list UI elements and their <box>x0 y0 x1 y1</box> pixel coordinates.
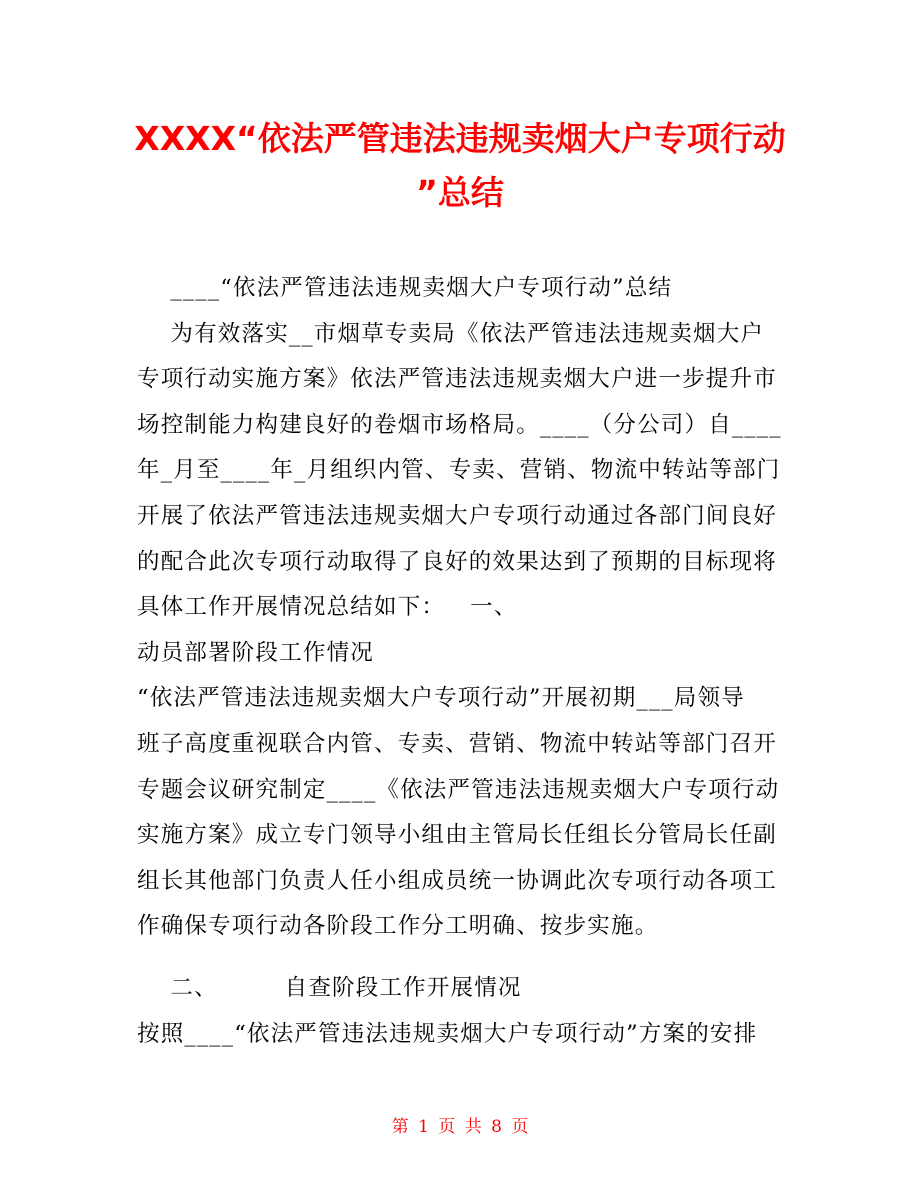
body-line: 年_月至____年_月组织内管、专卖、营销、物流中转站等部门 <box>137 457 781 484</box>
body-line: 的配合此次专项行动取得了良好的效果达到了预期的目标现将 <box>137 548 777 575</box>
document-title <box>120 112 800 220</box>
section-heading: 动员部署阶段工作情况 <box>137 639 375 666</box>
title-line-2: ”总结 <box>416 173 504 212</box>
body-line: 为有效落实__市烟草专卖局《依法严管违法违规卖烟大户 <box>137 320 765 347</box>
paragraph-gap <box>137 950 787 966</box>
body-line: 作确保专项行动各阶段工作分工明确、按步实施。 <box>137 913 659 940</box>
document-body <box>137 266 787 1057</box>
body-line: 专项行动实施方案》依法严管违法违规卖烟大户进一步提升市 <box>137 366 777 393</box>
subtitle-line: ____“依法严管违法违规卖烟大户专项行动”总结 <box>137 275 673 301</box>
body-line: 开展了依法严管违法违规卖烟大户专项行动通过各部门间良好 <box>137 502 777 529</box>
body-line: 实施方案》成立专门领导小组由主管局长任组长分管局长任副 <box>137 822 777 849</box>
body-line: 班子高度重视联合内管、专卖、营销、物流中转站等部门召开 <box>137 730 777 757</box>
body-line: 按照____“依法严管违法违规卖烟大户专项行动”方案的安排 <box>137 1020 758 1047</box>
body-line: 组长其他部门负责人任小组成员统一协调此次专项行动各项工 <box>137 867 777 894</box>
body-line: 具体工作开展情况总结如下： 一、 <box>137 594 518 621</box>
section-heading: 二、 自查阶段工作开展情况 <box>137 974 522 1001</box>
page-number-footer: 第 1 页 共 8 页 <box>391 1117 529 1137</box>
title-line-1: XXXX“依法严管违法违规卖烟大户专项行动 <box>134 119 786 158</box>
body-line: “依法严管违法违规卖烟大户专项行动”开展初期___局领导 <box>137 685 745 712</box>
body-line: 场控制能力构建良好的卷烟市场格局。____（分公司）自____ <box>137 411 782 438</box>
body-line: 专题会议研究制定____《依法严管违法违规卖烟大户专项行动 <box>137 776 780 803</box>
